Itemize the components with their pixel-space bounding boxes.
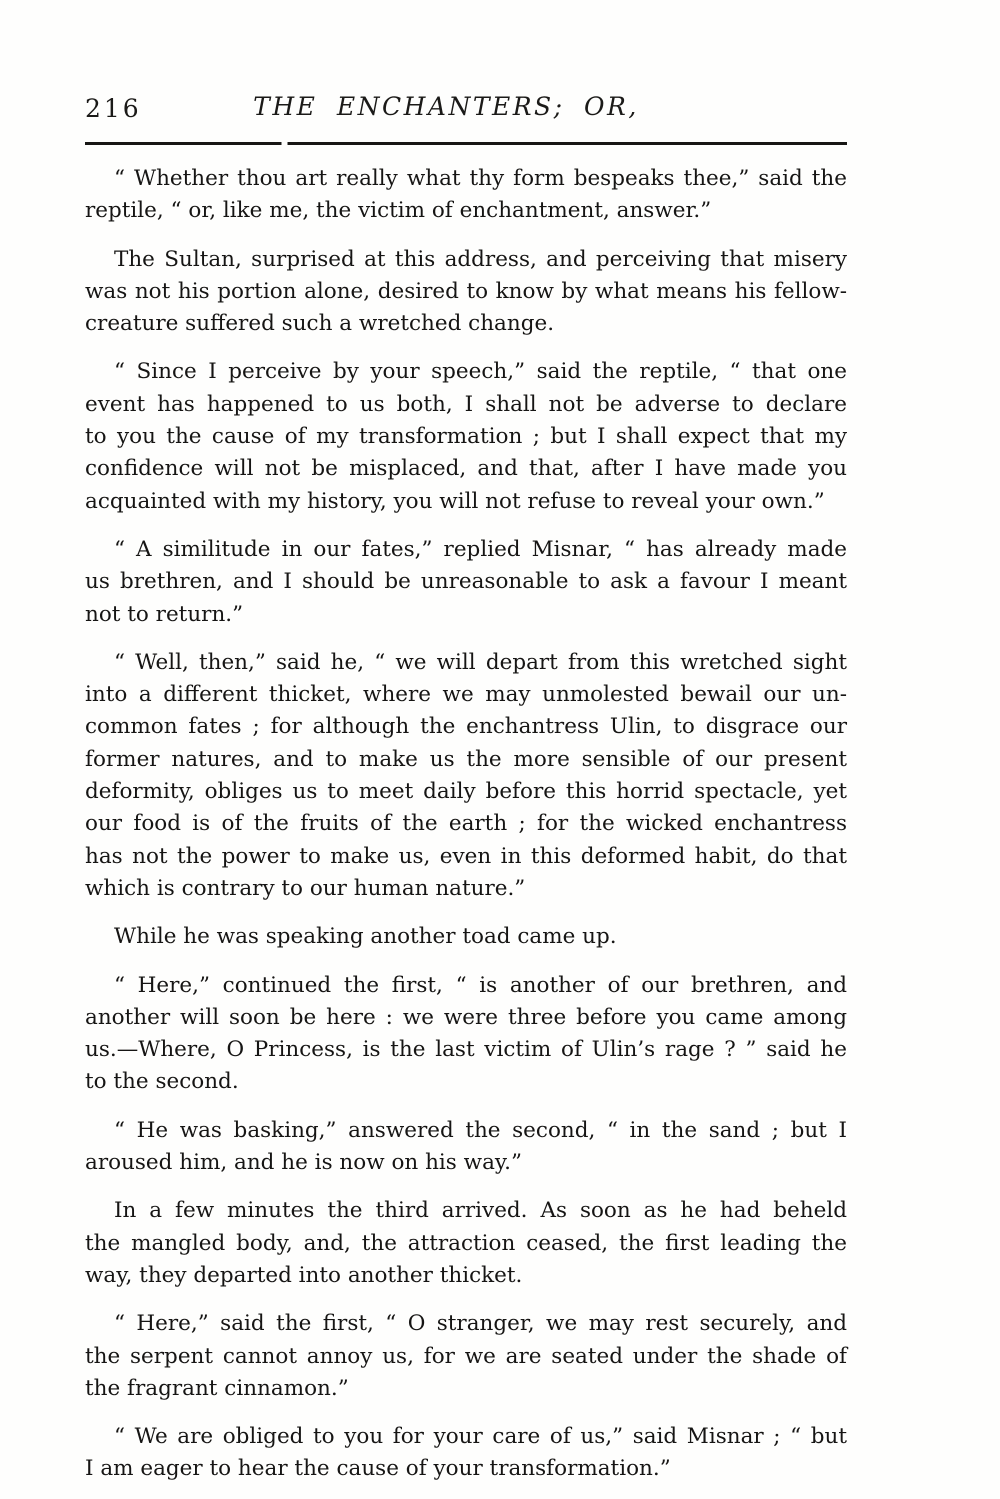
text-line: has not the power to make us, even in this deformed habit, do that [85, 843, 847, 869]
text-line: “ Since I perceive by your speech,” said the reptile, “ that one [114, 359, 847, 385]
running-header [85, 92, 847, 128]
text-line: us brethren, and I should be unreasonable to ask a favour I meant [85, 569, 847, 595]
text-line: into a different thicket, where we may unmolested bewail our un- [85, 682, 847, 708]
page-text [85, 163, 847, 1499]
text-line: to you the cause of my transformation ; but I shall expect that my [85, 424, 847, 450]
text-line: not to return.” [85, 601, 244, 627]
text-line: deformity, obliges us to meet daily before this horrid spectacle, yet [85, 779, 847, 805]
text-line: event has happened to us both, I shall not be adverse to declare [85, 391, 847, 417]
text-line: “ Here,” said the first, “ O stranger, we may rest securely, and [114, 1311, 847, 1337]
text-line: confidence will not be misplaced, and that, after I have made you [85, 456, 847, 482]
text-line: “ Well, then,” said he, “ we will depart from this wretched sight [114, 649, 847, 675]
page-number: 216 [85, 94, 142, 123]
text-line: the mangled body, and, the attraction ceased, the first leading the [85, 1230, 847, 1256]
text-line: reptile, “ or, like me, the victim of enchantment, answer.” [85, 198, 712, 224]
text-line: “ A similitude in our fates,” replied Misnar, “ has already made [114, 536, 847, 562]
text-line: former natures, and to make us the more sensible of our present [85, 746, 847, 772]
text-line: the serpent cannot annoy us, for we are seated under the shade of [85, 1343, 847, 1369]
text-line: common fates ; for although the enchantress Ulin, to disgrace our [85, 714, 847, 740]
text-line: creature suffered such a wretched change. [85, 311, 555, 337]
text-line: I am eager to hear the cause of your transformation.” [85, 1456, 671, 1482]
text-line: “ Whether thou art really what thy form bespeaks thee,” said the [114, 166, 847, 191]
text-line: “ We are obliged to you for your care of us,” said Misnar ; “ but [114, 1424, 847, 1450]
text-line: acquainted with my history, you will not refuse to reveal your own.” [85, 488, 825, 514]
running-title: THE ENCHANTERS; OR, [253, 92, 639, 121]
text-line: to the second. [85, 1069, 239, 1095]
header-rule [85, 142, 847, 145]
text-line: While he was speaking another toad came up. [114, 924, 617, 950]
text-line: “ He was basking,” answered the second, “ in the sand ; but I [114, 1117, 847, 1143]
text-line: The Sultan, surprised at this address, and perceiving that misery [114, 246, 847, 272]
text-line: another will soon be here : we were three before you came among [85, 1004, 847, 1030]
text-line: was not his portion alone, desired to know by what means his fellow- [85, 278, 847, 304]
text-line: us.—Where, O Princess, is the last victim of Ulin’s rage ? ” said he [85, 1037, 847, 1063]
text-line: way, they departed into another thicket. [85, 1262, 523, 1288]
text-line: In a few minutes the third arrived. As soon as he had beheld [114, 1198, 847, 1224]
text-line: aroused him, and he is now on his way.” [85, 1150, 523, 1176]
text-line: the fragrant cinnamon.” [85, 1375, 349, 1401]
text-line: our food is of the fruits of the earth ; for the wicked enchantress [85, 811, 847, 837]
text-line: “ Here,” continued the first, “ is another of our brethren, and [114, 972, 847, 998]
text-line: which is contrary to our human nature.” [85, 875, 526, 901]
